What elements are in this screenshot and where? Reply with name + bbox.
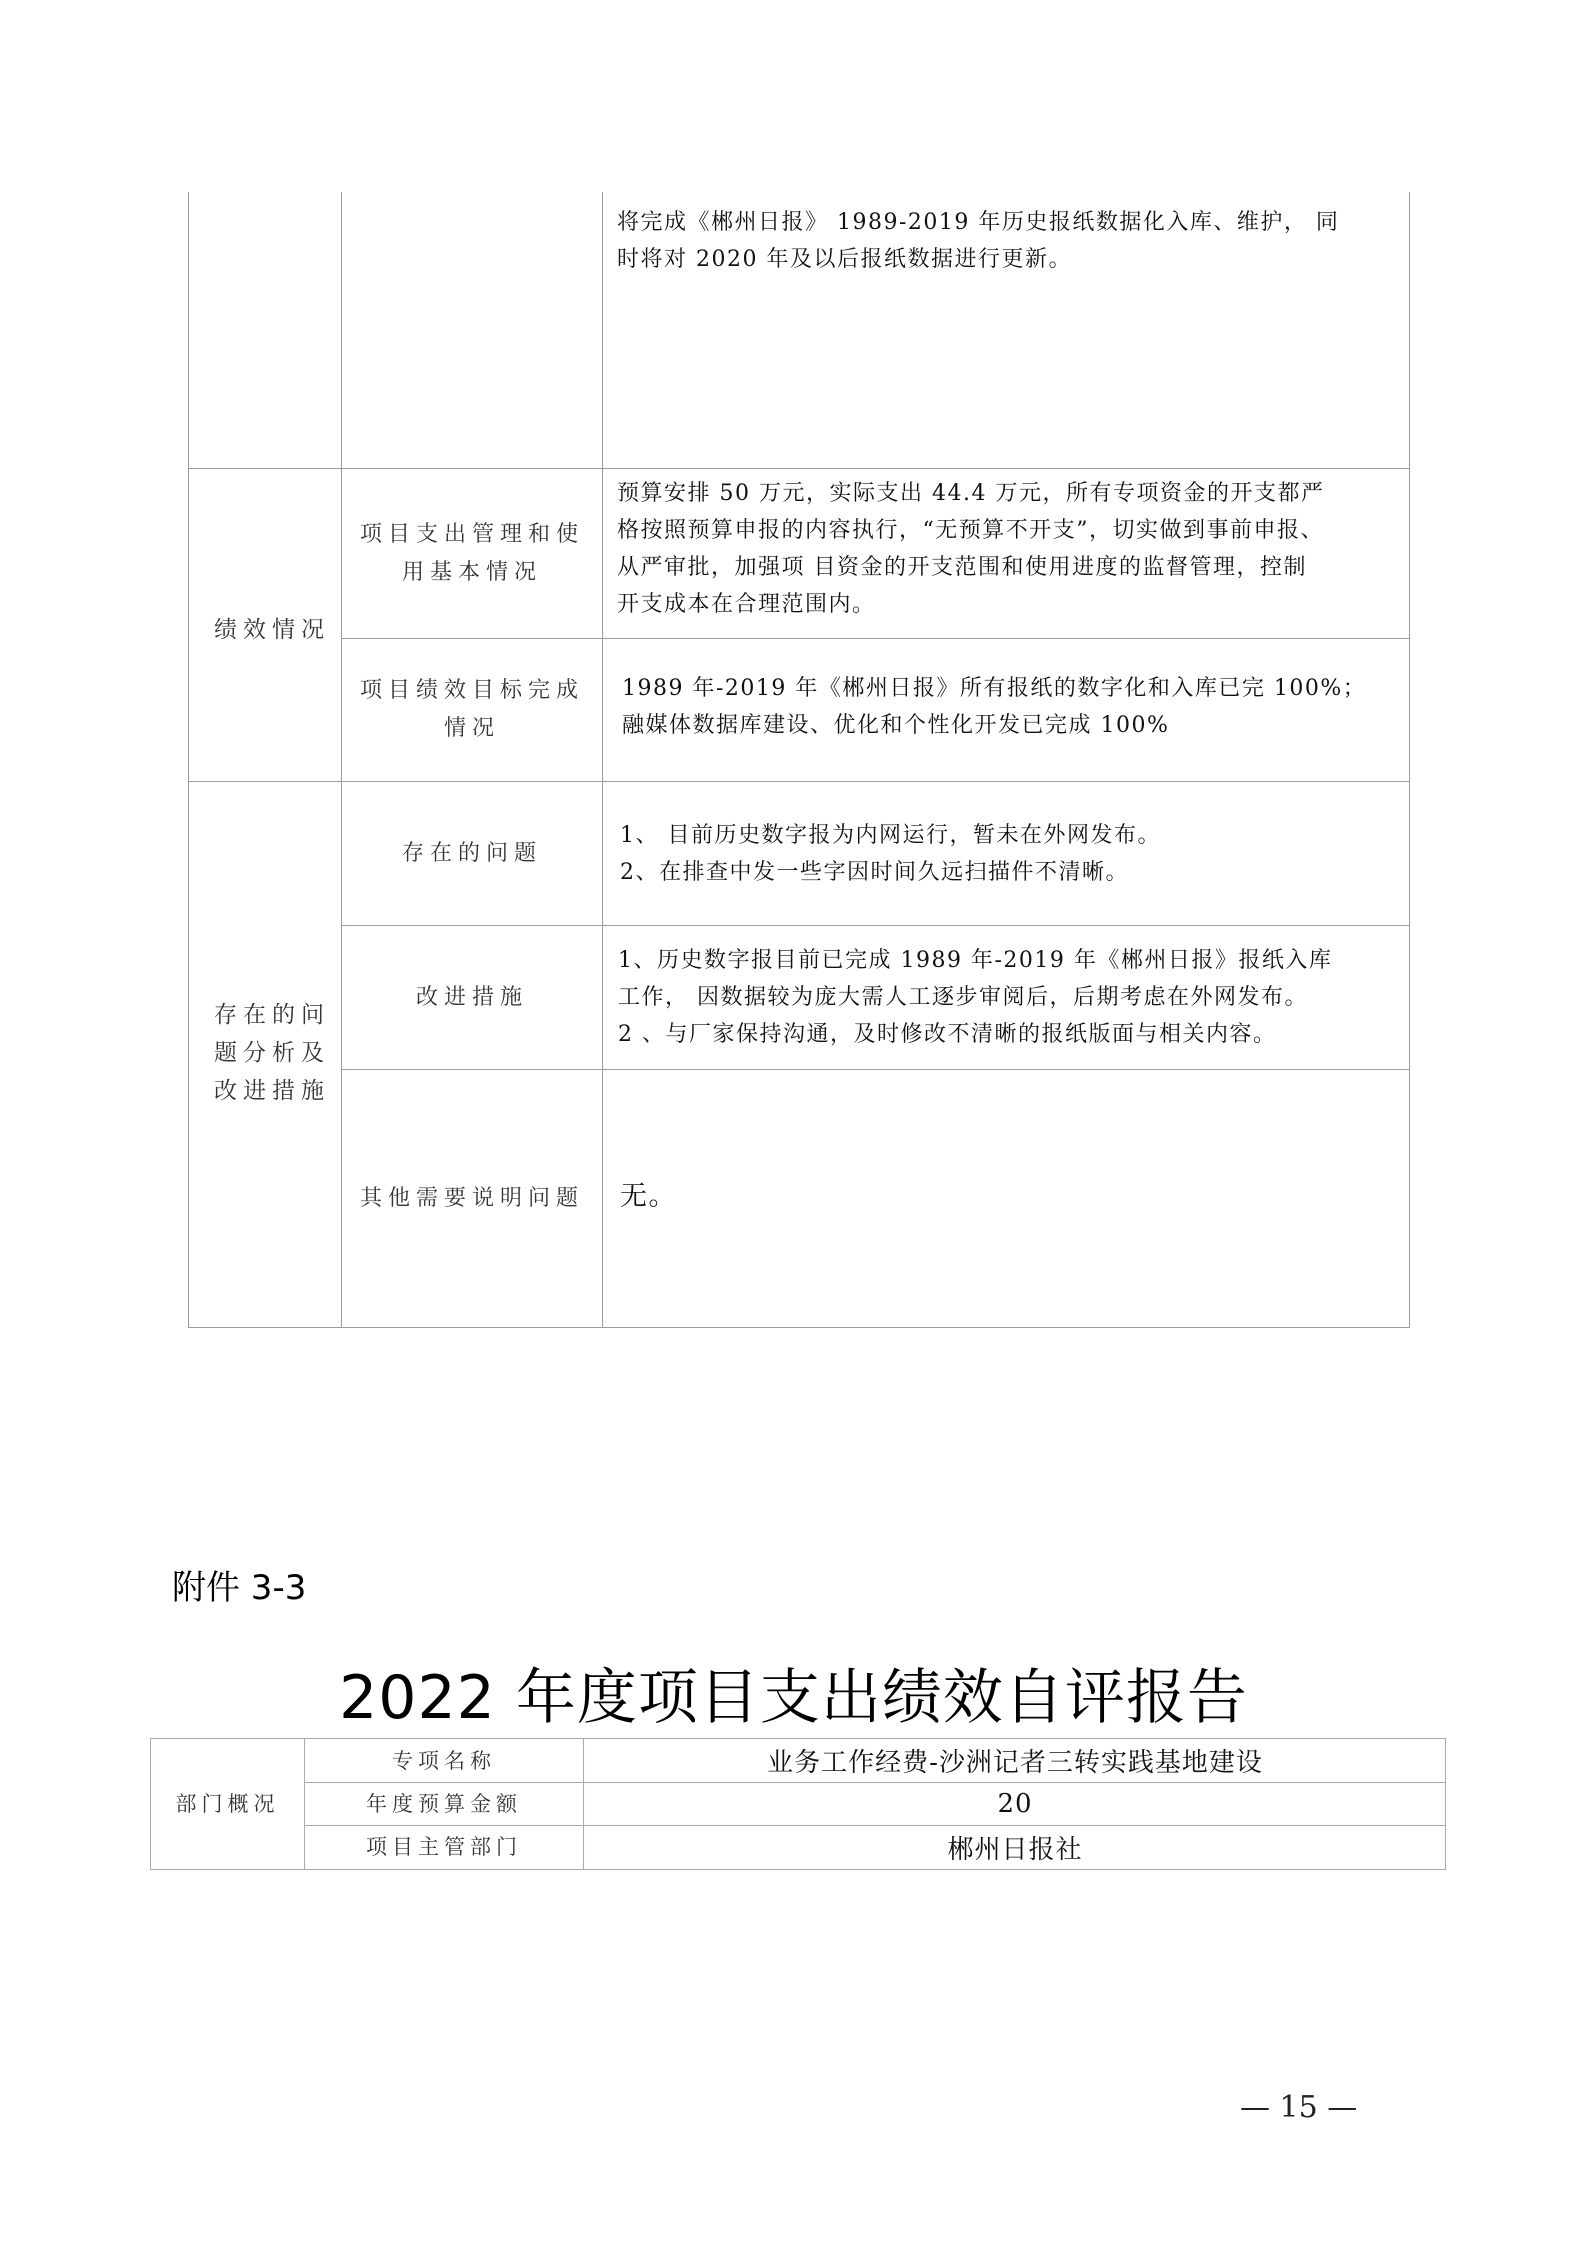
table-border [341,1069,1410,1070]
table-border [188,781,1410,782]
goal-completion-text [622,670,1407,744]
section-label-problems [214,996,330,1110]
table-border [1409,192,1410,1328]
text-line: 格按照预算申报的内容执行，“无预算不开支”，切实做到事前申报、 [617,518,1324,543]
text-line: 1989 年-2019 年《郴州日报》所有报纸的数字化和入库已完 100%； [622,676,1367,701]
row-label-other-issues: 其他需要说明问题 [359,1185,584,1211]
label-line: 存在的问 [214,1002,330,1028]
text-line: 融媒体数据库建设、优化和个性化开发已完成 100% [622,713,1170,738]
table-border [341,192,342,1328]
row-label-goal-completion [343,640,601,780]
label-line: 用基本情况 [401,559,542,585]
text-line: 2、在排查中发一些字因时间久远扫描件不清晰。 [620,860,1129,885]
text-line: 2 、与厂家保持沟通，及时修改不清晰的报纸版面与相关内容。 [618,1022,1277,1047]
budget-amount-value: 20 [997,1789,1033,1819]
row-label-project-name: 专项名称 [392,1748,496,1773]
report-title: 2022 年度项目支出绩效自评报告 [339,1663,1248,1733]
text-line: 时将对 2020 年及以后报纸数据进行更新。 [617,247,1072,272]
department-overview-table [150,1738,1446,1870]
section-label-department: 部门概况 [175,1792,280,1816]
existing-problems-text [620,817,1405,891]
label-line: 题分析及 [214,1040,330,1066]
page-number: — 15 — [1240,2090,1358,2125]
table-border [188,468,1410,469]
attachment-label: 附件 3-3 [172,1568,307,1608]
text-line: 1、历史数字报目前已完成 1989 年-2019 年《郴州日报》报纸入库 [618,948,1333,973]
table-border [341,638,1410,639]
row-label-expense-management [343,470,601,637]
expense-management-text [617,475,1402,623]
table-border [188,192,189,1328]
other-issues-text: 无。 [620,1181,677,1212]
continued-row-text [617,204,1397,278]
row-label-budget-amount: 年度预算金额 [366,1792,522,1816]
label-line: 改进措施 [214,1078,330,1104]
department-in-charge-value: 郴州日报社 [947,1834,1083,1865]
text-line: 工作， 因数据较为庞大需人工逐步审阅后，后期考虑在外网发布。 [618,985,1308,1010]
section-label-performance: 绩效情况 [214,617,330,643]
project-name-value: 业务工作经费-沙洲记者三转实践基地建设 [767,1748,1263,1778]
text-line: 预算安排 50 万元，实际支出 44.4 万元，所有专项资金的开支都严 [617,481,1325,506]
table-border [602,192,603,1328]
improvement-text [618,942,1403,1053]
row-label-existing-problems: 存在的问题 [401,840,542,866]
label-line: 项目绩效目标完成 [359,678,584,703]
row-label-department-in-charge: 项目主管部门 [366,1835,522,1859]
table-border [188,1327,1410,1328]
label-line: 项目支出管理和使 [359,521,584,547]
text-line: 从严审批，加强项 目资金的开支范围和使用进度的监督管理，控制 [617,555,1307,580]
text-line: 将完成《郴州日报》 1989-2019 年历史报纸数据化入库、维护， 同 [617,210,1340,235]
row-label-improvement: 改进措施 [415,984,528,1010]
table-border [341,925,1410,926]
label-line: 情况 [443,716,500,741]
text-line: 1、 目前历史数字报为内网运行，暂未在外网发布。 [620,823,1161,848]
text-line: 开支成本在合理范围内。 [617,592,876,617]
